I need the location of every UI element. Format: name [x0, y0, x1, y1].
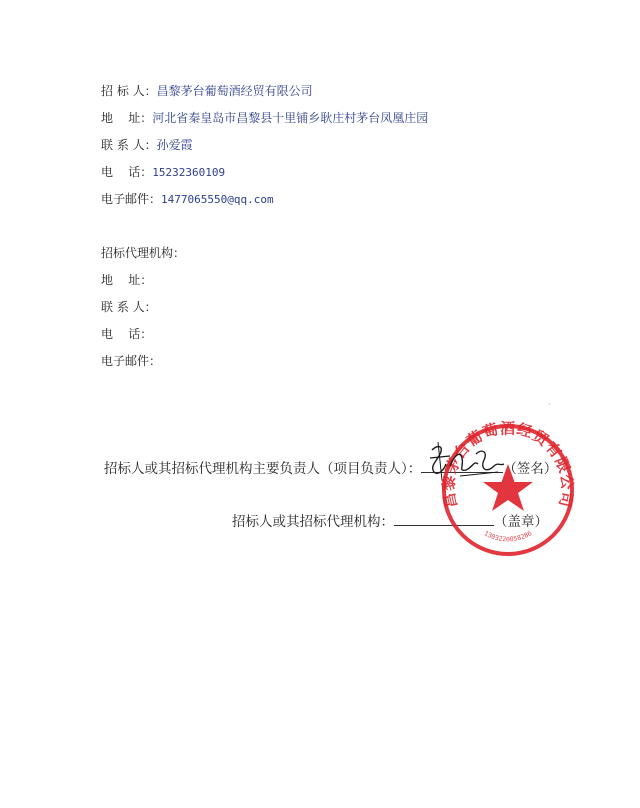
tenderer-email-label: 电子邮件：	[101, 192, 162, 206]
tenderer-email-row	[101, 191, 274, 208]
agency-seal-label: 招标人或其招标代理机构：	[232, 514, 394, 530]
agency-email-label: 电子邮件：	[101, 354, 162, 368]
agency-contact-row	[101, 299, 157, 315]
tenderer-email-value: 1477065550@qq.com	[161, 193, 274, 206]
agency-phone-row	[101, 326, 152, 342]
agency-address-row	[101, 272, 152, 288]
seal-suffix: （盖章）	[494, 514, 548, 530]
tenderer-address-row	[101, 110, 428, 126]
agency-name-label: 招标代理机构：	[101, 246, 186, 260]
tenderer-name-value: 昌黎茅台葡萄酒经贸有限公司	[156, 84, 313, 98]
handwritten-signature-icon	[420, 436, 510, 486]
agency-email-row	[101, 353, 161, 369]
agency-contact-label: 联 系 人：	[101, 300, 157, 314]
tenderer-name-row	[101, 83, 313, 99]
responsible-person-label: 招标人或其招标代理机构主要负责人（项目负责人）：	[104, 461, 422, 477]
stamp-code: 1303220058286	[482, 529, 534, 544]
tenderer-contact-label: 联 系 人：	[101, 138, 157, 152]
tenderer-phone-value: 15232360109	[152, 166, 226, 179]
signature-suffix: （签名）	[503, 461, 558, 477]
agency-address-label: 地 址：	[101, 273, 153, 287]
tenderer-phone-row	[101, 164, 225, 181]
tenderer-contact-row	[101, 137, 193, 153]
tenderer-phone-label: 电 话：	[101, 165, 153, 179]
tenderer-contact-value: 孙爱霞	[156, 138, 193, 152]
tenderer-address-value: 河北省秦皇岛市昌黎县十里铺乡耿庄村茅台凤凰庄园	[152, 111, 429, 125]
stray-mark: ·	[548, 400, 551, 409]
agency-name-row	[101, 245, 185, 261]
agency-phone-label: 电 话：	[101, 327, 153, 341]
tenderer-address-label: 地 址：	[101, 111, 153, 125]
stamp-company-name: 昌黎茅台葡萄酒经贸有限公司	[439, 420, 577, 510]
tenderer-name-label: 招 标 人：	[101, 84, 157, 98]
